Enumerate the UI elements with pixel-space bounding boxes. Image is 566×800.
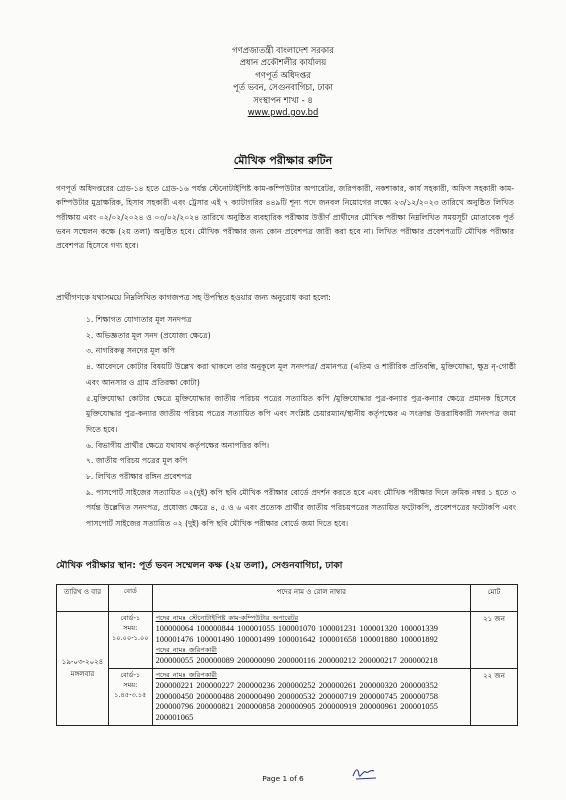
document-item: ২. অভিজ্ঞতার মূল সনদ (প্রযোজ্য ক্ষেত্রে) bbox=[86, 330, 211, 340]
post-name: পদের নামঃ জরিপকারী bbox=[155, 646, 217, 655]
exam-date: ১৯-০৩-২০২৪ bbox=[61, 658, 104, 667]
header-post-roll: পদের নাম ও রোল নাম্বার bbox=[152, 585, 470, 612]
board-cell bbox=[109, 612, 153, 669]
document-item: ৮. লিখিত পরীক্ষার রঙ্গিন প্রবেশপত্র bbox=[86, 472, 192, 482]
title-text: মৌখিক পরীক্ষার রুটিন bbox=[233, 154, 333, 167]
roll-numbers: 200000221 200000227 200000236 200000252 200000261 200000320 200000352 200000450 200000488 200000490 200000532 200000719 200000745 200000758 200000796 200000821 200000858 200000905 200000919 200000961 200001055 200001065 bbox=[155, 680, 438, 723]
document-item: ৬. বিভাগীয় প্রার্থীর ক্ষেত্রে যথাযথ কর্তৃপক্ষের অনাপত্তির কপি। bbox=[86, 440, 270, 450]
document-item: ১. শিক্ষাগত যোগ্যতার মূল সনদপত্র bbox=[86, 315, 192, 324]
header-date: তারিখ ও বার bbox=[57, 585, 109, 612]
document-title bbox=[0, 152, 566, 171]
document-item: ৭. জাতীয় পরিচয় পত্রের মূল কপি bbox=[86, 456, 188, 466]
time-range: ১.৪৫-৩.১৫ bbox=[114, 690, 147, 699]
post-name: পদের নামঃ স্টেনোটাইপিষ্ট কাম-কম্পিউটার অপারেটর bbox=[155, 614, 299, 622]
time-range: ১০.০০-১.০০ bbox=[112, 634, 149, 642]
document-item: ৪. আবেদনে কোটার বিষয়টি উল্লেখ করা থাকলে তার অনুকূলে মূল সনদপত্র/ প্রমানপত্র (এতিম ও শারীরিক প্রতিবন্ধি, মুক্তিযোদ্ধা, ক্ষুদ্র নৃ-গোষ্ঠী এবং আনসার ও গ্রাম প্রতিরক্ষা কোটা) bbox=[86, 362, 516, 387]
office-header bbox=[0, 44, 566, 118]
header-department: গণপূর্ত অধিদপ্তর bbox=[255, 69, 311, 80]
total-cell: ২১ জন bbox=[471, 612, 518, 669]
time-label: সময়: bbox=[123, 680, 138, 689]
required-documents-list bbox=[86, 312, 516, 532]
rolls-cell bbox=[152, 612, 470, 669]
header-board: বোর্ড bbox=[109, 585, 153, 612]
document-item: ৫.মুক্তিযোদ্ধা কোটার ক্ষেত্রে মুক্তিযোদ্ধার জাতীয় পরিচয় পত্রের সত্যায়িত কপি /মুক্তিযোদ্ধার পুত্র-কন্যার পুত্র-কন্যার ক্ষেত্রে প্রমানক হিসেবে মুক্তিযোদ্ধার পুত্র-কন্যার জাতীয় পরিচয় পত্রের সত্যায়িত কপি এবং সংশ্লিষ্ট চেয়ারম্যান/স্থানীয় কর্তৃপক্ষের এ সংক্রান্ত উত্তরাধিকারী সনদপত্র জমা দিতে হবে। bbox=[86, 393, 516, 434]
page-footer: Page 1 of 6 bbox=[262, 774, 304, 783]
notice-paragraph: গণপূর্ত অধিদপ্তরের গ্রেড-১৪ হতে গ্রেড-১৬ পর্যন্ত স্টেনোটাইপিষ্ট কাম-কম্পিউটার অপারেটর, জরিপকারী, নকশাকার, কার্য সহকারী, অফিস সহকারী কাম-কম্পিউটার মুদ্রাক্ষরিক, হিসাব সহকারী এবং ট্রেসার এই ৭ ক্যাটাগরির ৪৪৯টি শূন্য পদে জনবল নিয়োগের লক্ষ্যে ২৩/১২/২০২৩ তারিখে অনুষ্ঠিত লিখিত পরীক্ষায় এবং ০২/০২/২০২৪ ও ০৩/০২/২০২৪ তারিখে অনুষ্ঠিত ব্যবহারিক পরীক্ষায় উত্তীর্ণ প্রার্থীদের মৌখিক পরীক্ষা নিম্নলিখিত সময়সূচী মোতাবেক পূর্ত ভবন সম্মেলন কক্ষে (২য় তলা) অনুষ্ঠিত হবে। মৌখিক পরীক্ষার জন্য কোন প্রবেশপত্র জারী করা হবে না। লিখিত পরীক্ষার প্রবেশপত্রটি মৌখিক পরীক্ষার প্রবেশপত্র হিসেবে গণ্য হবে। bbox=[56, 184, 514, 251]
table-row bbox=[57, 668, 518, 725]
roll-numbers: 100000064 100000844 100001055 100001070 100001231 100001320 100001339 100001476 100001490 100001499 100001642 100001658 100001880 100001892 bbox=[155, 623, 438, 644]
table-header-row bbox=[57, 585, 518, 612]
total-cell: ২২ জন bbox=[471, 668, 518, 725]
board-name: বোর্ড-১ bbox=[120, 614, 141, 622]
document-item: ৩. নাগরিকত্ব সনদের মূল কপি bbox=[86, 346, 176, 356]
document-item: ৯. পাসপোর্ট সাইজের সত্যায়িত ০২(দুই) কপি ছবি মৌখিক পরীক্ষার বোর্ডে প্রদর্শন করতে হবে এবং মৌখিক পরীক্ষার দিনে ক্রমিক নম্বর ১ হতে ৩ পর্যন্ত উল্লেখিত সনদপত্র, প্রযোজ্য ক্ষেত্রে ৪, ৫ ও ৬ এবং প্রত্যেক প্রার্থীর জাতীয় পরিচয়পত্রের সত্যায়িত ফটোকপি, প্রবেশপত্রের ফটোকপি এবং পাসপোর্ট সাইজের সত্যায়িত ০২ (দুই) কপি ছবি মৌখিক পরীক্ষার বোর্ডে জমা দিতে হবে। bbox=[86, 487, 516, 529]
rolls-cell bbox=[152, 668, 470, 725]
header-total: মোট bbox=[471, 585, 518, 612]
exam-day: মঙ্গলবার bbox=[70, 670, 95, 679]
exam-venue: মৌখিক পরীক্ষার স্থান: পূর্ত ভবন সম্মেলন কক্ষ (২য় তলা), সেগুনবাগিচা, ঢাকা bbox=[56, 560, 343, 571]
header-office: প্রধান প্রকৌশলীর কার্যালয় bbox=[239, 57, 327, 68]
post-name: পদের নামঃ জরিপকারী bbox=[155, 670, 217, 679]
roll-numbers: 200000055 200000089 200000090 200000116 200000212 200000217 200000218 bbox=[155, 656, 438, 666]
table-row bbox=[57, 612, 518, 669]
header-website-link[interactable]: www.pwd.gov.bd bbox=[247, 107, 319, 118]
board-name: বোর্ড-১ bbox=[120, 670, 141, 679]
header-address: পূর্ত ভবন, সেগুনবাগিচা, ঢাকা bbox=[233, 82, 333, 93]
schedule-table bbox=[56, 584, 518, 726]
documents-intro: প্রার্থীগণকে যথাসময়ে নিম্নলিখিত কাগজপত্র সহ উপস্থিত হওয়ার জন্য অনুরোধ করা হলো: bbox=[56, 293, 331, 302]
date-cell bbox=[57, 612, 109, 726]
time-label: সময়: bbox=[123, 624, 138, 632]
board-cell bbox=[109, 668, 153, 725]
header-section: সংস্থাপন শাখা - ৪ bbox=[253, 94, 313, 105]
header-govt: গণপ্রজাতন্ত্রী বাংলাদেশ সরকার bbox=[232, 45, 334, 55]
